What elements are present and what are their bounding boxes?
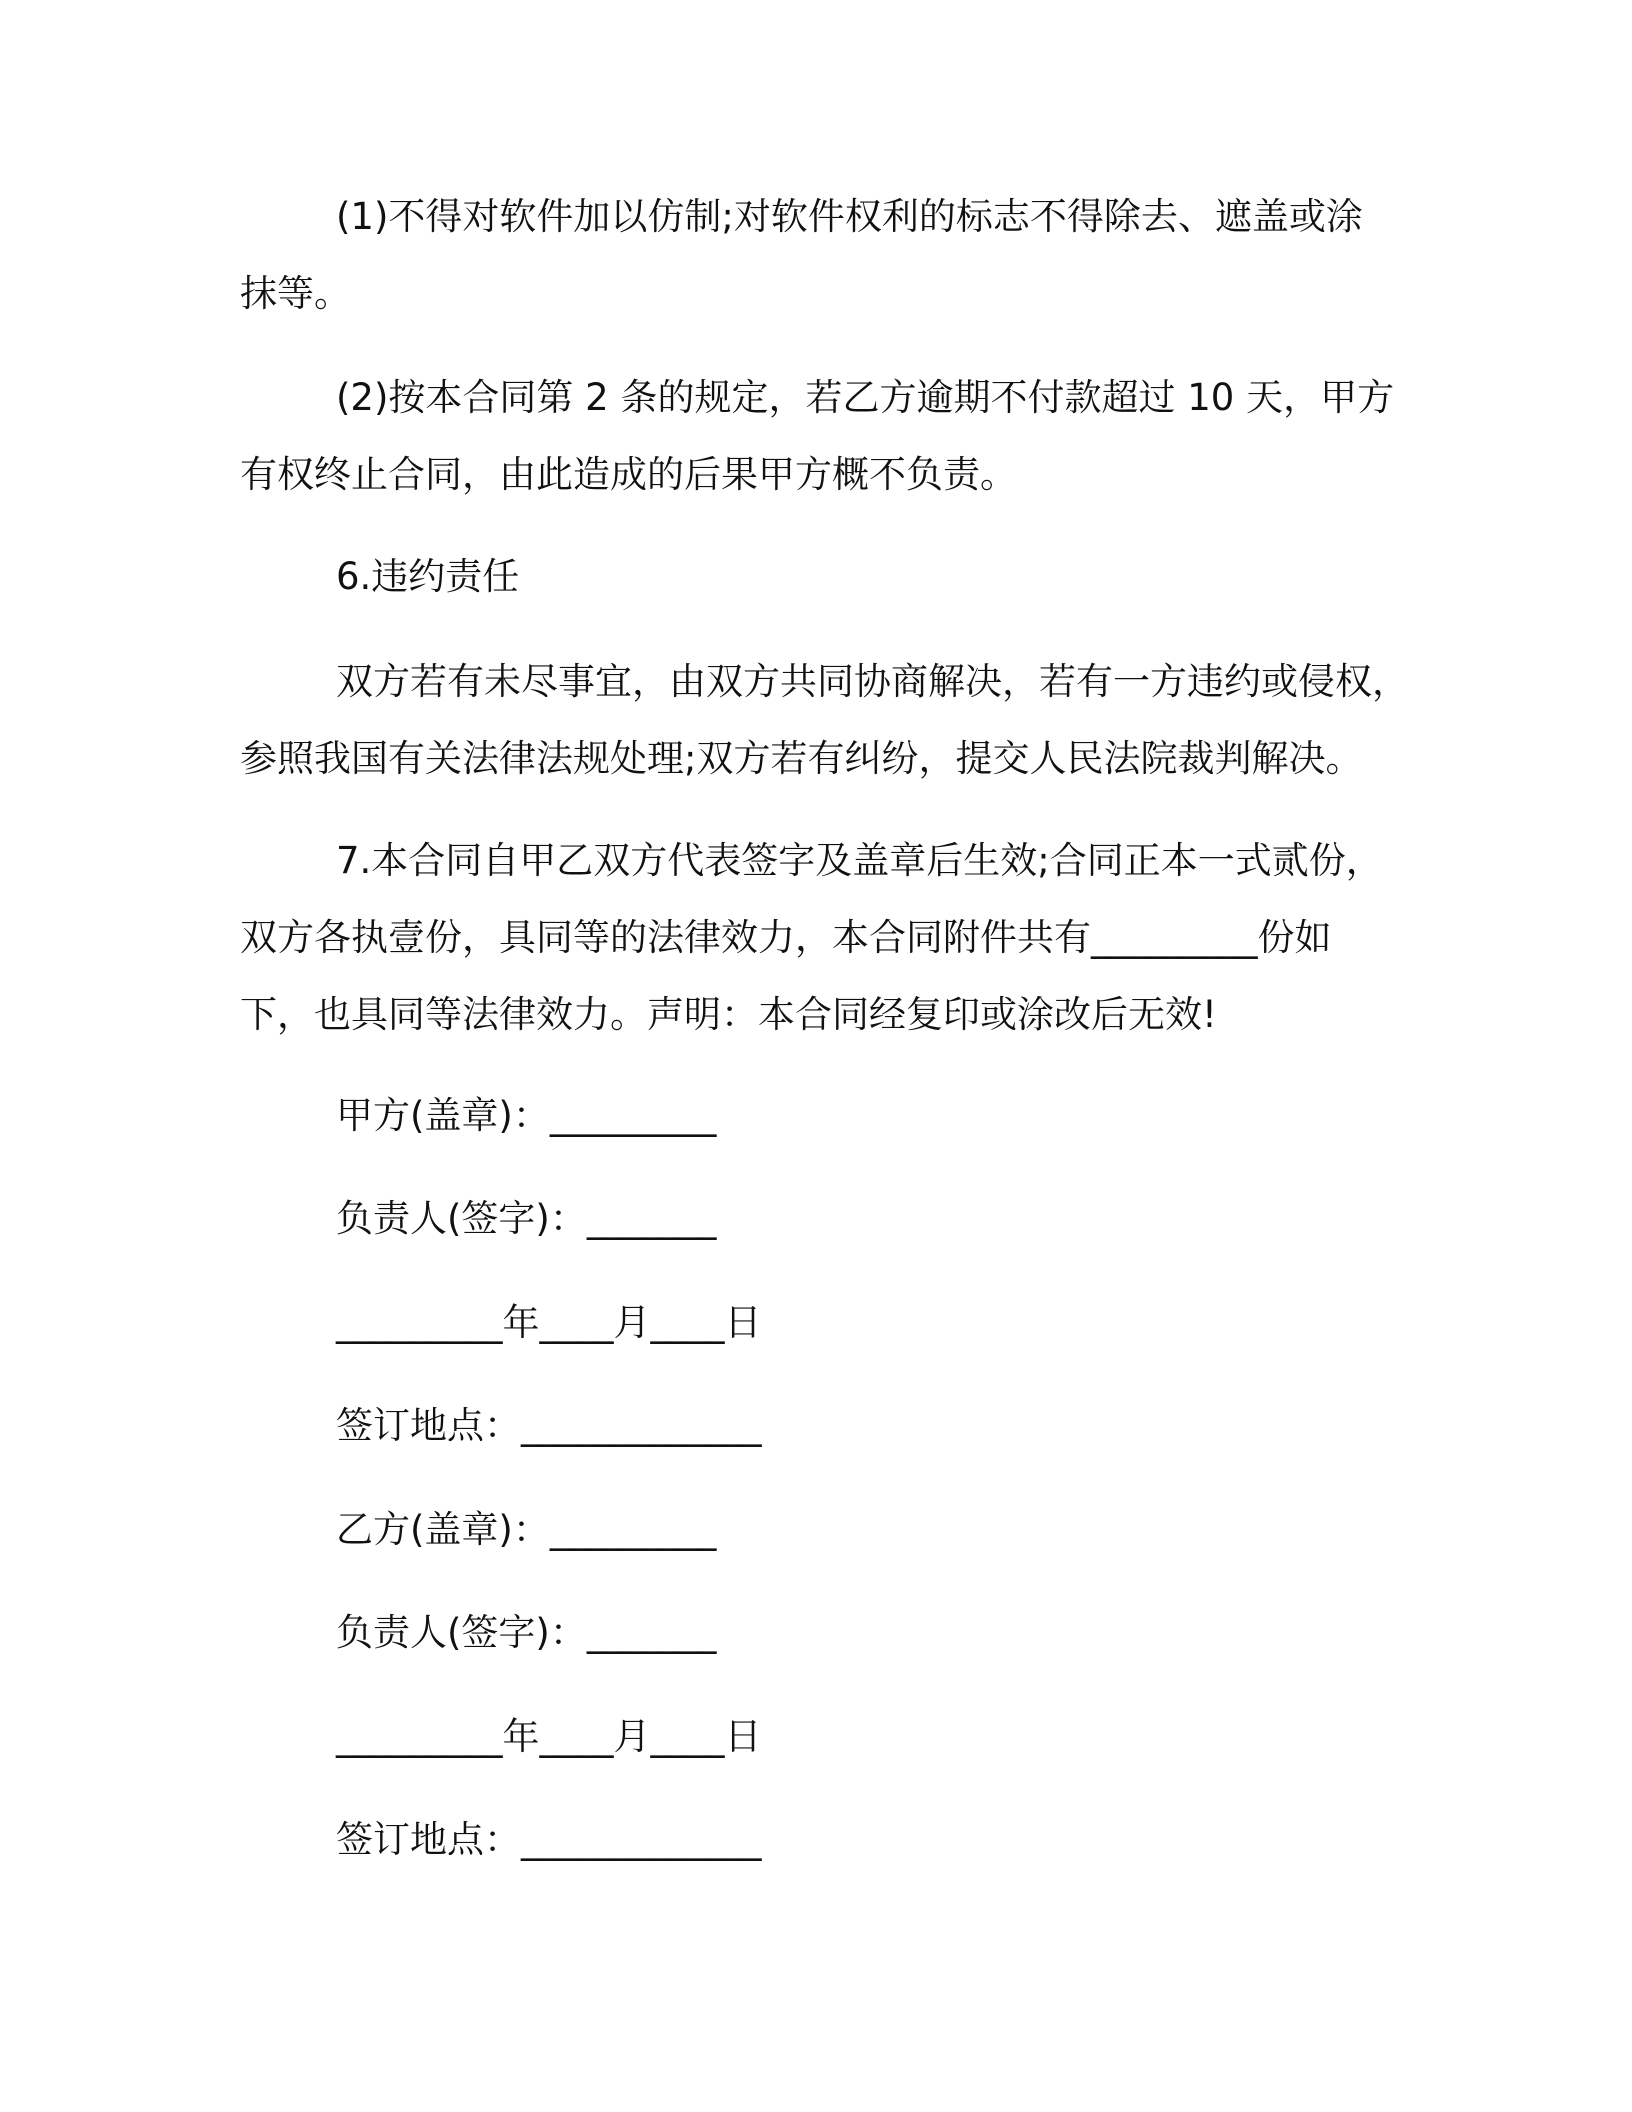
- party-a-place-field: 签订地点：_____________: [336, 1404, 762, 1447]
- clause-6-line-1: 双方若有未尽事宜，由双方共同协商解决，若有一方违约或侵权，: [336, 660, 1409, 703]
- clause-1-line-2: 抹等。: [240, 272, 351, 315]
- clause-1: [240, 178, 1390, 332]
- clause-2-line-2: 有权终止合同，由此造成的后果甲方概不负责。: [240, 453, 1017, 496]
- party-a-stamp-field: 甲方(盖章)：_________: [336, 1094, 717, 1137]
- clause-1-line-1: (1)不得对软件加以仿制;对软件权利的标志不得除去、遮盖或涂: [336, 195, 1363, 238]
- party-b-person-field: 负责人(签字)：_______: [336, 1611, 717, 1654]
- clause-7-line-1: 7.本合同自甲乙双方代表签字及盖章后生效;合同正本一式贰份，: [336, 839, 1383, 882]
- clause-7-line-3: 下，也具同等法律效力。声明：本合同经复印或涂改后无效!: [240, 993, 1217, 1036]
- clause-6: [240, 643, 1409, 797]
- party-a-person-field: 负责人(签字)：_______: [336, 1197, 717, 1240]
- party-b-date-field: _________年____月____日: [336, 1715, 762, 1758]
- clause-2: [240, 359, 1395, 513]
- section-6-heading: [240, 538, 1390, 615]
- clause-6-line-2: 参照我国有关法律法规处理;双方若有纠纷，提交人民法院裁判解决。: [240, 737, 1363, 780]
- party-b-stamp-field: 乙方(盖章)：_________: [336, 1508, 717, 1551]
- clause-7: [240, 822, 1390, 1053]
- clause-7-line-2: 双方各执壹份，具同等的法律效力，本合同附件共有_________份如: [240, 916, 1332, 959]
- section-6-heading-text: 6.违约责任: [336, 555, 520, 598]
- clause-2-line-1: (2)按本合同第 2 条的规定，若乙方逾期不付款超过 10 天，甲方: [336, 376, 1395, 419]
- party-b-place-field: 签订地点：_____________: [336, 1818, 762, 1861]
- party-a-date-field: _________年____月____日: [336, 1301, 762, 1344]
